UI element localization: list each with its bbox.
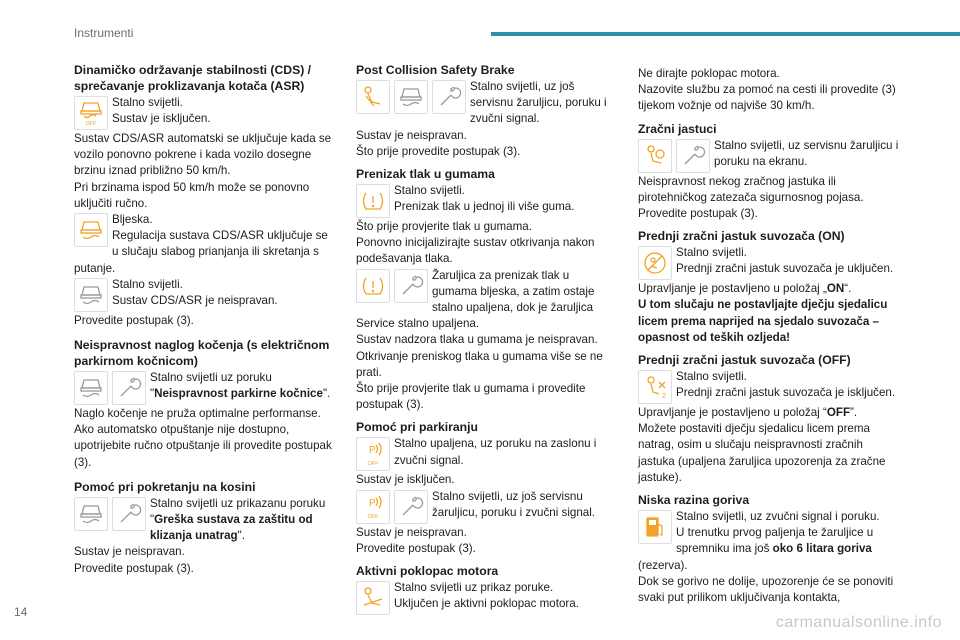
park-assist-off-icon (356, 437, 390, 471)
pcsb-car-icon (394, 80, 428, 114)
wrench-icon (394, 269, 428, 303)
cds-c3: Provedite postupak (3). (74, 313, 194, 327)
pcsb-3: Što prije provedite postupak (3). (356, 144, 521, 158)
cds-off-warning-icon (74, 96, 108, 130)
park-5: Provedite postupak (3). (356, 541, 476, 555)
seatbelt-person-icon (356, 80, 390, 114)
wrench-icon (112, 497, 146, 531)
svg-text:P: P (369, 445, 376, 457)
airbag-3: Provedite postupak (3). (638, 207, 758, 221)
fuel-2: U trenutku prvog paljenja te žaruljice u spremniku ima još oko 6 litara goriva (rezerva). (638, 526, 874, 572)
cds-off-text: OFF (85, 121, 97, 126)
active-bonnet-icon (356, 581, 390, 615)
airbag-icon (638, 139, 672, 173)
park-3: Stalno svijetli, uz još servisnu žaruljicu, poruku i zvučni signal. (432, 489, 596, 519)
passenger-airbag-on-icon (638, 246, 672, 280)
park-1: Stalno upaljena, uz poruku na zaslonu i zvučni signal. (394, 437, 597, 467)
park-off-text: OFF (367, 461, 379, 468)
cds-b1: Bljeska. (112, 213, 153, 227)
airbag-off-heading: Prednji zračni jastuk suvozača (OFF) (638, 353, 851, 368)
airbag-1: Stalno svijetli, uz servisnu žaruljicu i poruku na ekranu. (714, 138, 899, 168)
park-4: Sustav je neispravan. (356, 525, 467, 539)
pcsb-2: Sustav je neispravan. (356, 128, 467, 142)
cds-a1: Stalno svijetli. (112, 96, 183, 109)
hill-3: Provedite postupak (3). (74, 561, 194, 575)
tyre-2: Prenizak tlak u jednoj ili više guma. (394, 200, 575, 214)
brake-3: Ako automatsko otpuštanje nije dostupno, upotrijebite ručno otpuštanje ili provedite postupak (3). (74, 423, 332, 469)
wrench-icon (112, 371, 146, 405)
page-number: 14 (14, 605, 28, 619)
brake-heading: Neispravnost naglog kočenja (s električnom parkirnom kočnicom) (74, 338, 330, 369)
wrench-icon (394, 490, 428, 524)
tyre-pressure-icon (356, 269, 390, 303)
tyre-pressure-icon (356, 184, 390, 218)
on-4: U tom slučaju ne postavljajte dječju sjedalicu licem prema naprijed na sjedalo suvozača – opasnost od teških ozljeda! (638, 298, 888, 344)
tyre-5: Žaruljica za prenizak tlak u gumama bljeska, a zatim ostaje stalno upaljena, dok je žaruljica Service stalno upaljena. (356, 268, 595, 331)
svg-text:2: 2 (662, 393, 666, 401)
cds-b2: Regulacija sustava CDS/ASR uključuje se u slučaju slabog prianjanja ili skretanja s putanje. (74, 229, 328, 275)
park-2: Sustav je isključen. (356, 473, 455, 487)
cds-a4: Pri brzinama ispod 50 km/h može se ponovno uključiti ručno. (74, 180, 310, 210)
fuel-pump-icon (638, 510, 672, 544)
tyre-heading: Prenizak tlak u gumama (356, 167, 495, 182)
off-3: Upravljanje je postavljeno u položaj “OFF”. (638, 406, 858, 420)
on-3: Upravljanje je postavljeno u položaj „ON“. (638, 282, 852, 296)
pcsb-heading: Post Collision Safety Brake (356, 63, 515, 77)
off-4: Možete postaviti dječju sjedalicu licem prema natrag, osim u slučaju neispravnosti zračnih jastuka (upaljena žaruljica upozorenja za zračne jastuke). (638, 422, 886, 484)
cds-fault-icon (74, 278, 108, 312)
hood-1: Stalno svijetli uz prikaz poruke. (394, 581, 554, 595)
wrench-icon (432, 80, 466, 114)
column-2 (356, 58, 616, 616)
passenger-airbag-off-icon (638, 370, 672, 404)
hill-1: Stalno svijetli uz prikazanu poruku "Greška sustava za zaštitu od klizanja unatrag". (150, 496, 326, 543)
hill-car-icon (74, 497, 108, 531)
fuel-heading: Niska razina goriva (638, 493, 750, 508)
hill-2: Sustav je neispravan. (74, 545, 185, 559)
on-1: Stalno svijetli. (676, 246, 747, 260)
column-3 (638, 66, 900, 606)
tyre-4: Ponovno inicijalizirajte sustav otkrivanja nakon podešavanja tlaka. (356, 236, 595, 266)
tyre-1: Stalno svijetli. (394, 184, 465, 198)
cds-heading: Dinamičko održavanje stabilnosti (CDS) / sprečavanje proklizavanja kotača (ASR) (74, 63, 312, 93)
airbag-on-heading: Prednji zračni jastuk suvozača (ON) (638, 229, 845, 244)
svg-text:P: P (369, 497, 376, 509)
section-title: Instrumenti (74, 26, 134, 40)
airbag-2: Neispravnost nekog zračnog jastuka ili pirotehničkog zatezača sigurnosnog pojasa. (638, 174, 864, 204)
park-off-text-2: OFF (367, 513, 379, 520)
brake-car-icon (74, 371, 108, 405)
pcsb-1: Stalno svijetli, uz još servisnu žaruljicu, poruku i zvučni signal. (470, 80, 607, 126)
cds-active-icon (74, 213, 108, 247)
tyre-6: Sustav nadzora tlaka u gumama je neispravan. (356, 333, 598, 347)
tyre-8: Što prije provjerite tlak u gumama i provedite postupak (3). (356, 382, 586, 412)
cds-c2: Sustav CDS/ASR je neispravan. (112, 294, 278, 308)
wrench-icon (676, 139, 710, 173)
park-assist-off-icon (356, 490, 390, 524)
brake-1: Stalno svijetli uz poruku "Neispravnost parkirne kočnice". (150, 371, 331, 401)
hood-2: Uključen je aktivni poklopac motora. (394, 597, 579, 611)
header-accent-bar (491, 32, 960, 36)
cds-a3: Sustav CDS/ASR automatski se uključuje kada se vozilo ponovno pokrene i kada vozilo dosegne brzinu iznad približno 50 km/h. (74, 132, 332, 178)
hill-heading: Pomoć pri pokretanju na kosini (74, 479, 256, 494)
hood-3: Ne dirajte poklopac motora. (638, 67, 780, 80)
fuel-3: Dok se gorivo ne dolije, upozorenje će se ponoviti svaki put prilikom uključivanja kontakta, (638, 574, 894, 605)
off-2: Prednji zračni jastuk suvozača je isključen. (676, 386, 896, 400)
hood-heading: Aktivni poklopac motora (356, 564, 499, 579)
on-2: Prednji zračni jastuk suvozača je uključen. (676, 262, 894, 276)
watermark: carmanualsonline.info (775, 614, 942, 631)
park-heading: Pomoć pri parkiranju (356, 420, 478, 435)
off-1: Stalno svijetli. (676, 370, 747, 384)
airbag-heading: Zračni jastuci (638, 121, 717, 136)
tyre-7: Otkrivanje preniskog tlaka u gumama više se ne prati. (356, 349, 603, 379)
brake-2: Naglo kočenje ne pruža optimalne performanse. (74, 407, 321, 421)
tyre-3: Što prije provjerite tlak u gumama. (356, 220, 532, 234)
hood-4: Nazovite službu za pomoć na cesti ili provedite (3) tijekom vožnje od najviše 30 km/h. (638, 83, 896, 113)
cds-c1: Stalno svijetli. (112, 277, 183, 291)
column-1 (74, 58, 336, 577)
cds-a2: Sustav je isključen. (112, 112, 211, 126)
fuel-1: Stalno svijetli, uz zvučni signal i poruku. (676, 510, 880, 524)
